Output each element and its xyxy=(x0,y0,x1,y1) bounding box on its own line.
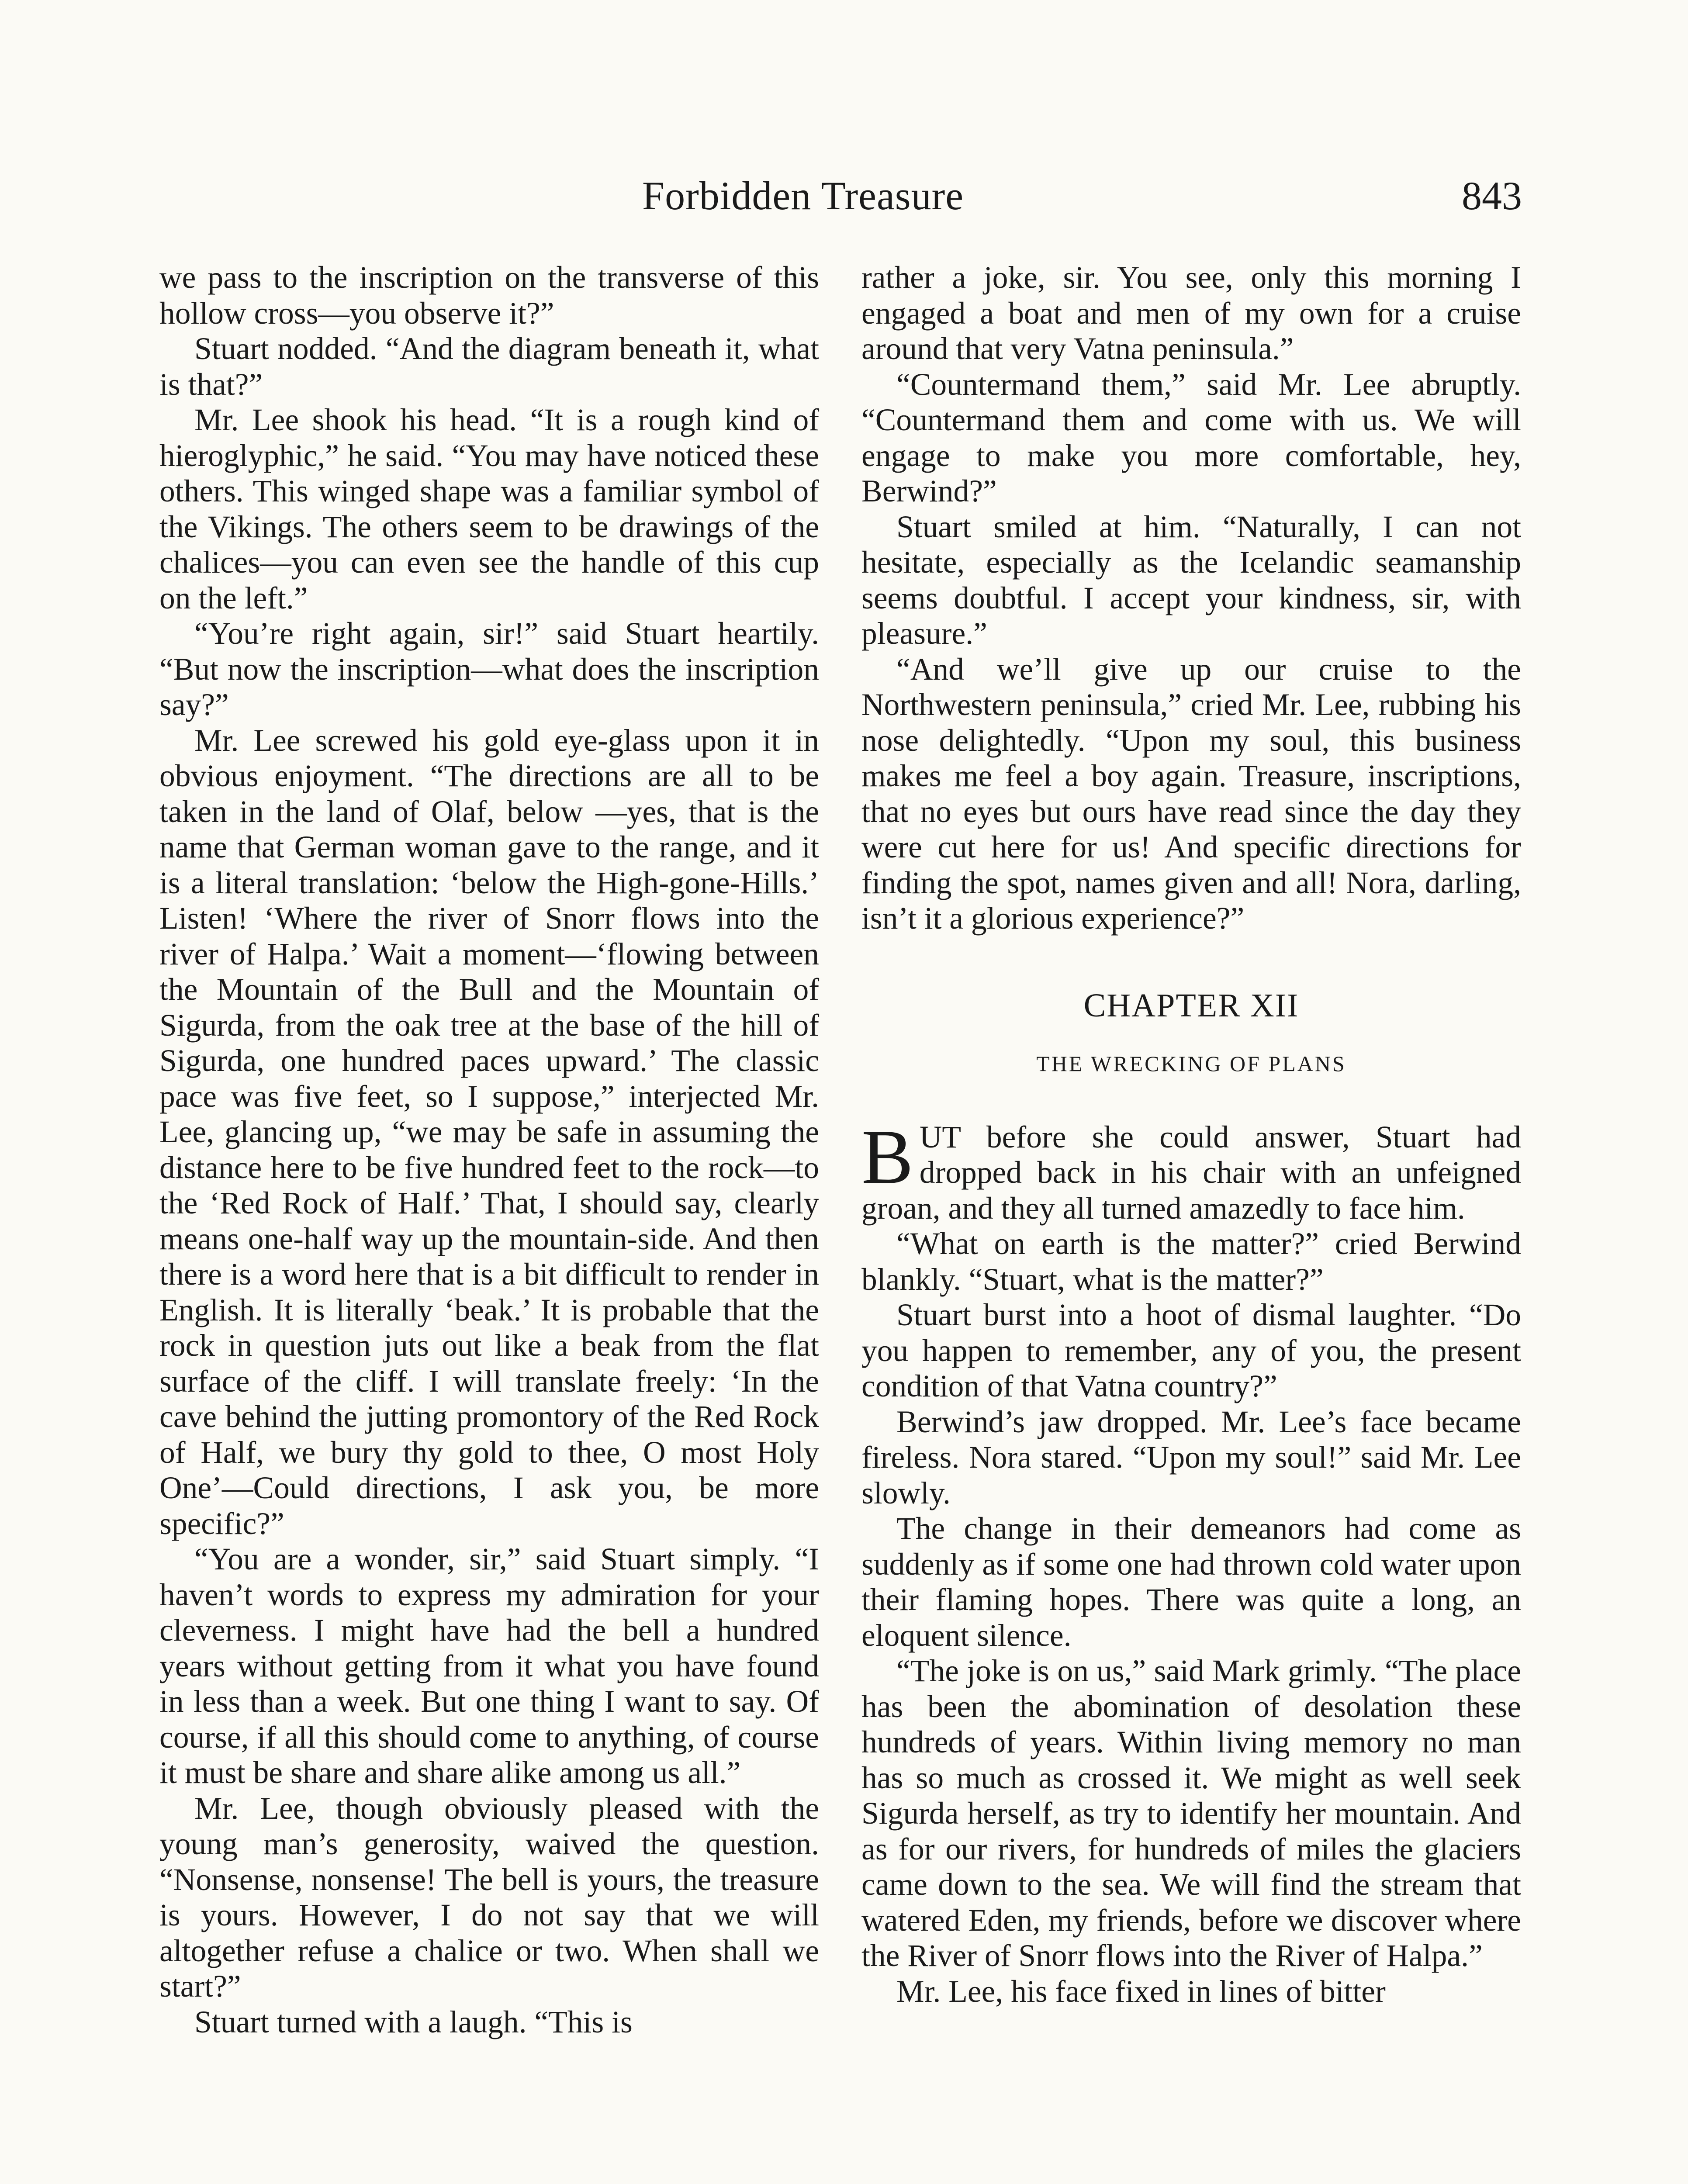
page-number: 843 xyxy=(1462,173,1522,218)
paragraph: Mr. Lee shook his head. “It is a rough kind of hieroglyphic,” he said. “You may have noticed these others. This winged shape was a familiar symbol of the Vikings. The others seem to be drawings of the chalices—you can even see the handle of this cup on the left.” xyxy=(159,403,819,615)
chapter-subtitle: THE WRECKING OF PLANS xyxy=(1036,1051,1346,1076)
paragraph: Stuart nodded. “And the diagram beneath it, what is that?” xyxy=(159,332,819,402)
paragraph: “You’re right again, sir!” said Stuart heartily. “But now the inscription—what does the inscription say?” xyxy=(159,616,819,722)
right-column xyxy=(861,260,1521,2009)
paragraph: “The joke is on us,” said Mark grimly. “The place has been the abomination of desolation these hundreds of years. Within living memory no man has so much as crossed it. We might as well seek Sigurda herself, as try to identify her mountain. And as for our rivers, for hundreds of miles the glaciers came down to the sea. We will find the stream that watered Eden, my friends, before we discover where the River of Snorr flows into the River of Halpa.” xyxy=(861,1654,1521,1973)
paragraph: Stuart turned with a laugh. “This is xyxy=(194,2004,633,2039)
paragraph: we pass to the inscription on the transverse of this hollow cross—you observe it?” xyxy=(159,260,819,331)
paragraph: Mr. Lee screwed his gold eye-glass upon it in obvious enjoyment. “The directions are all to be taken in the land of Olaf, below —yes, that is the name that German woman gave to the range, and it is a literal translation: ‘below the High-gone-Hills.’ Listen! ‘Where the river of Snorr flows into the river of Halpa.’ Wait a moment—‘flowing between the Mountain of the Bull and the Mountain of Sigurda, from the oak tree at the base of the hill of Sigurda, one hundred paces upward.’ The classic pace was five feet, so I suppose,” interjected Mr. Lee, glancing up, “we may be safe in assuming the distance here to be five hundred feet to the rock—to the ‘Red Rock of Half.’ That, I should say, clearly means one-half way up the mountain-side. And then there is a word here that is a bit difficult to render in English. It is literally ‘beak.’ It is probable that the rock in question juts out like a beak from the flat surface of the cliff. I will translate freely: ‘In the cave behind the jutting promontory of the Red Rock of Half, we bury thy gold to thee, O most Holy One’—Could directions, I ask you, be more specific?” xyxy=(159,723,819,1541)
paragraph: Stuart smiled at him. “Naturally, I can not hesitate, especially as the Icelandic seamanship seems doubtful. I accept your kindness, sir, with pleasure.” xyxy=(861,509,1521,651)
paragraph: The change in their demeanors had come as suddenly as if some one had thrown cold water upon their flaming hopes. There was quite a long, an eloquent silence. xyxy=(861,1511,1521,1653)
paragraph: Mr. Lee, though obviously pleased with the young man’s generosity, waived the question. “Nonsense, nonsense! The bell is yours, the treasure is yours. However, I do not say that we will altogether refuse a chalice or two. When shall we start?” xyxy=(159,1791,819,2004)
running-title: Forbidden Treasure xyxy=(642,173,964,218)
paragraph: Stuart burst into a hoot of dismal laughter. “Do you happen to remember, any of you, the present condition of that Vatna country?” xyxy=(861,1298,1521,1403)
paragraph: “What on earth is the matter?” cried Berwind blankly. “Stuart, what is the matter?” xyxy=(861,1227,1521,1297)
left-column xyxy=(159,260,819,2040)
paragraph: Berwind’s jaw dropped. Mr. Lee’s face became fireless. Nora stared. “Upon my soul!” said Mr. Lee slowly. xyxy=(861,1404,1521,1510)
chapter-title: CHAPTER XII xyxy=(1083,987,1299,1024)
paragraph: Mr. Lee, his face fixed in lines of bitter xyxy=(896,1974,1386,2009)
paragraph: “And we’ll give up our cruise to the Northwestern peninsula,” cried Mr. Lee, rubbing his nose delightedly. “Upon my soul, this business makes me feel a boy again. Treasure, inscriptions, that no eyes but ours have read since the day they were cut here for us! And specific directions for finding the spot, names given and all! Nora, darling, isn’t it a glorious experience?” xyxy=(861,652,1521,936)
paragraph: “You are a wonder, sir,” said Stuart simply. “I haven’t words to express my admiration for your cleverness. I might have had the bell a hundred years without getting from it what you have found in less than a week. But one thing I want to say. Of course, if all this should come to anything, of course it must be share and share alike among us all.” xyxy=(159,1542,819,1790)
paragraph: rather a joke, sir. You see, only this morning I engaged a boat and men of my own for a cruise around that very Vatna peninsula.” xyxy=(861,260,1521,366)
opening-text: UT before she could answer, Stuart had dropped back in his chair with an unfeigned groan, and they all turned amazedly to face him. xyxy=(861,1120,1521,1226)
drop-cap: B xyxy=(861,1113,913,1200)
paragraph: “Countermand them,” said Mr. Lee abruptly. “Countermand them and come with us. We will engage to make you more comfortable, hey, Berwind?” xyxy=(861,367,1521,508)
chapter-opening-paragraph xyxy=(861,1113,1521,1227)
